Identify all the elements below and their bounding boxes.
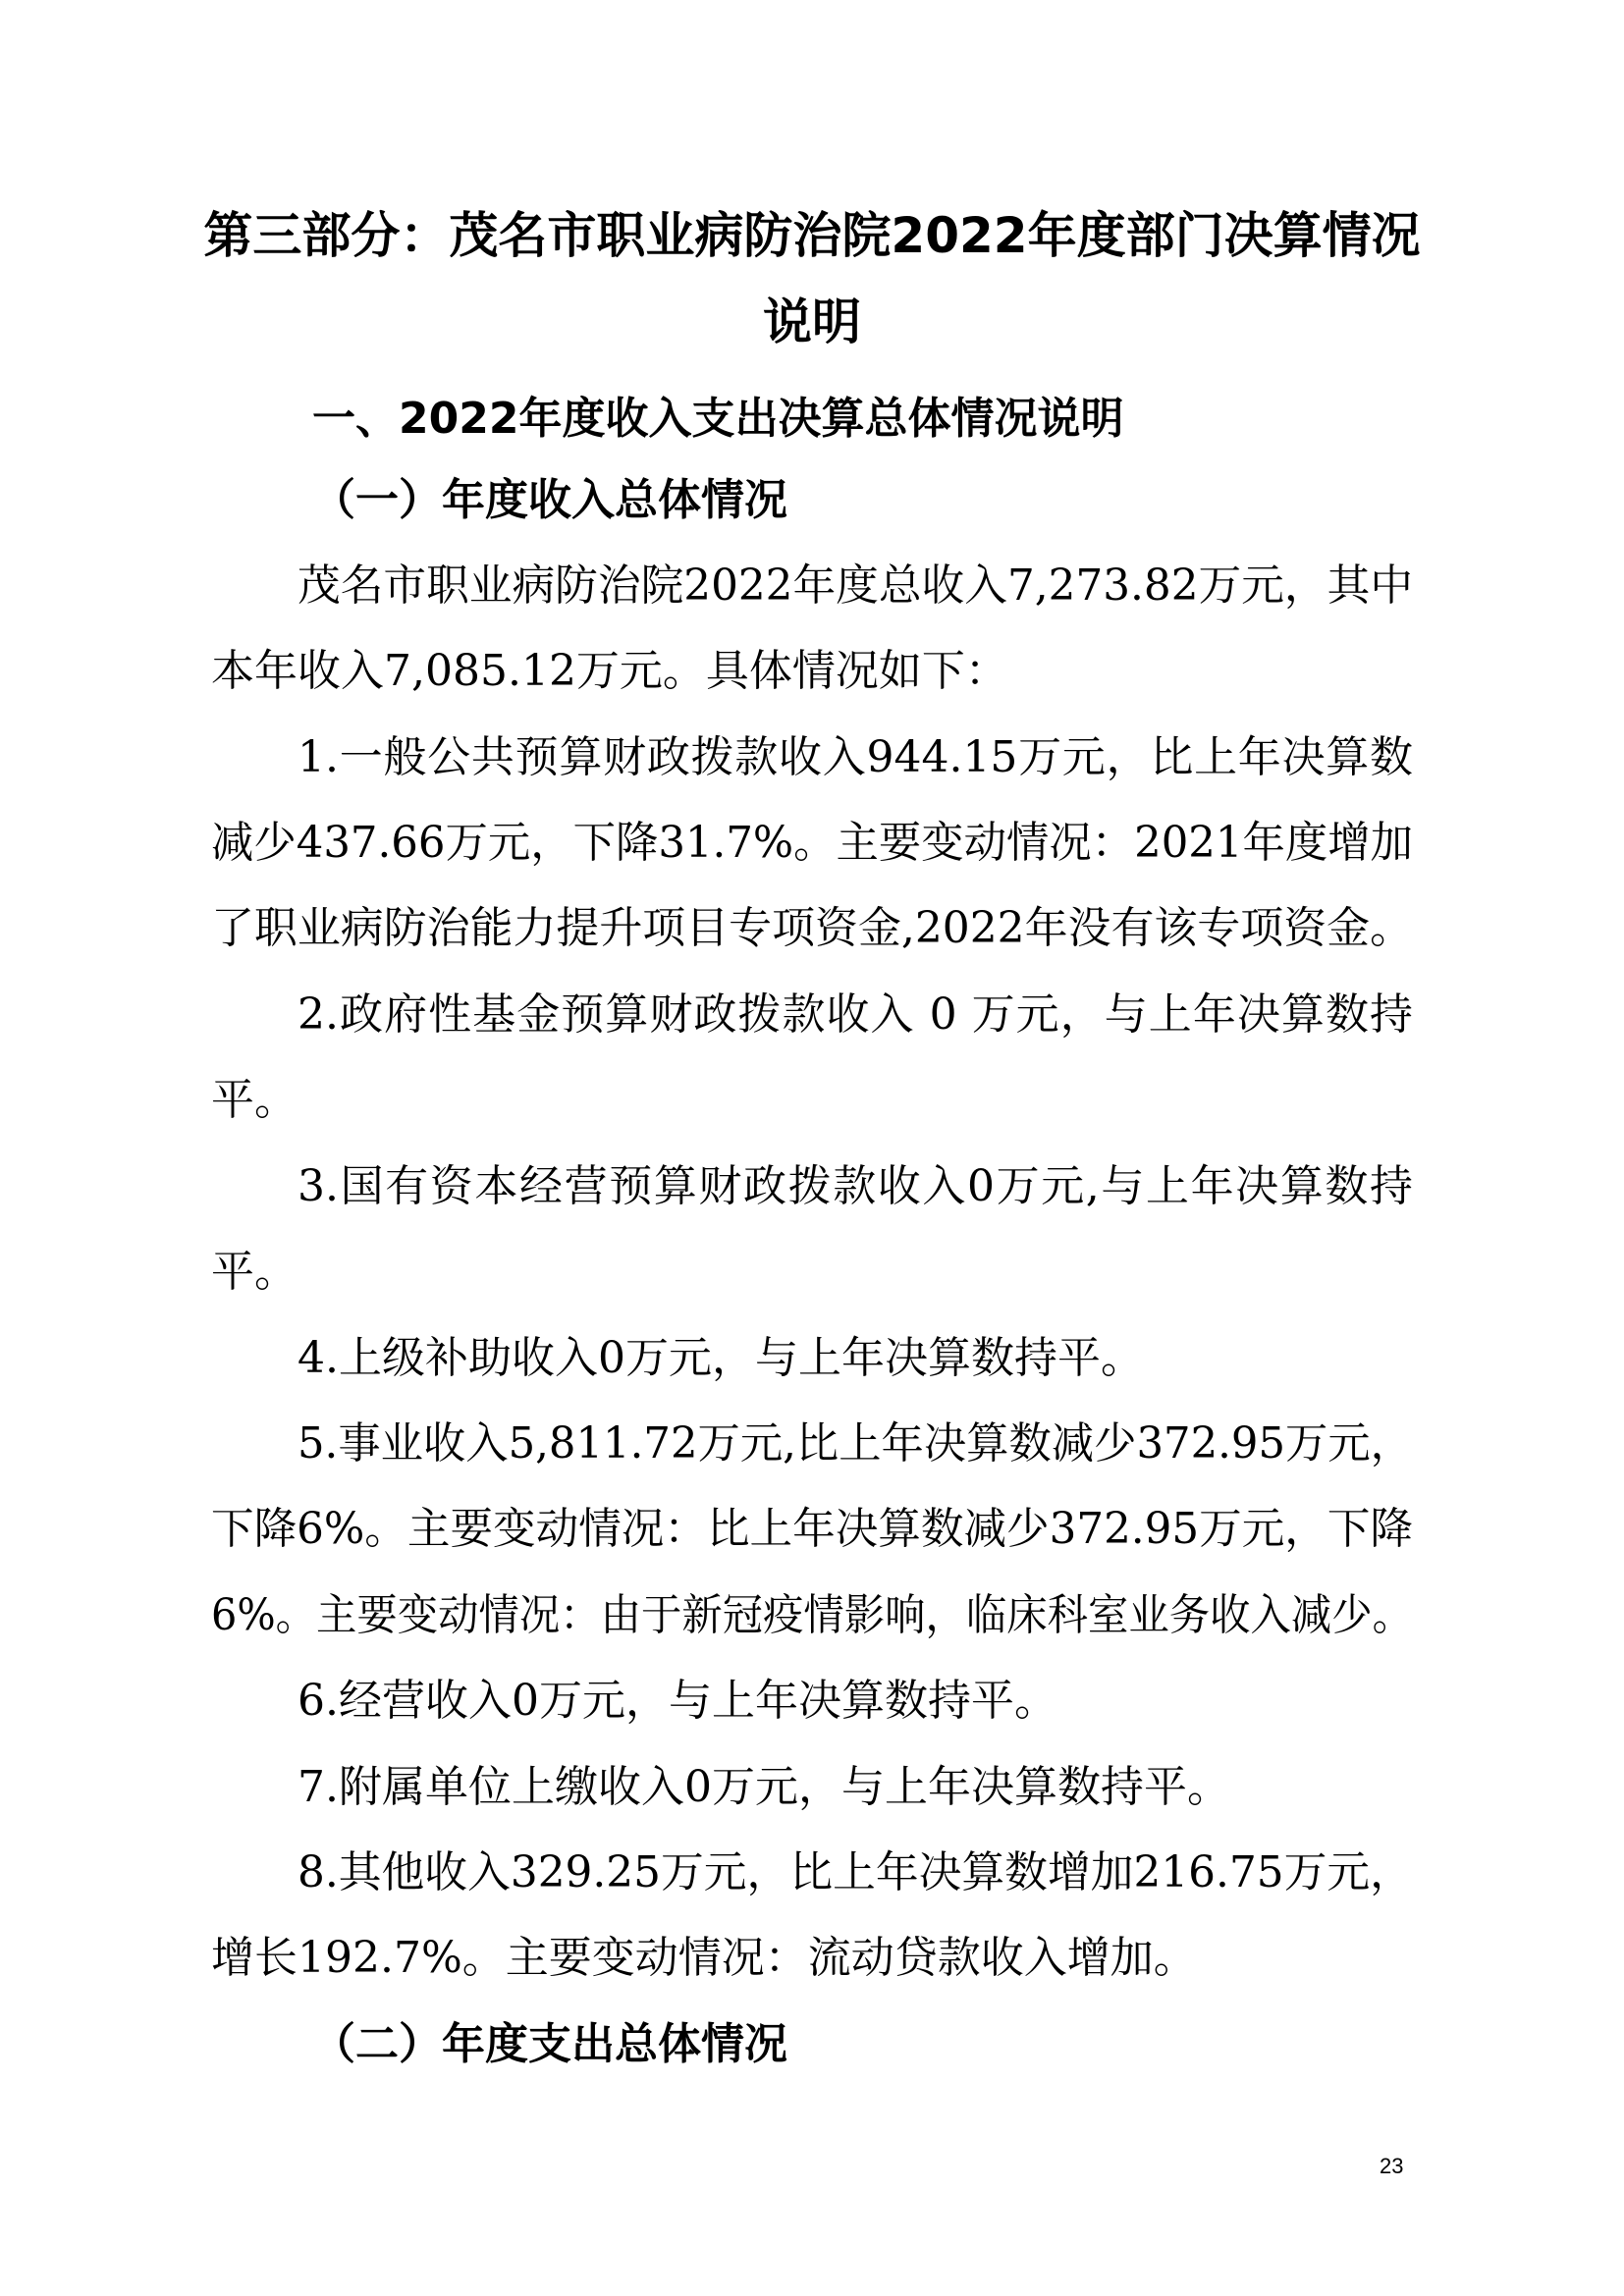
paragraph-intro-line-1: 茂名市职业病防治院2022年度总收入7,273.82万元，其中 <box>298 561 1414 611</box>
paragraph-intro-line-2: 本年收入7,085.12万元。具体情况如下： <box>211 646 1008 696</box>
paragraph-item8-line-2: 增长192.7%。主要变动情况：流动贷款收入增加。 <box>211 1933 1197 1983</box>
subsection-heading-expenditure: （二）年度支出总体情况 <box>312 2019 787 2069</box>
paragraph-item1-line-3: 了职业病防治能力提升项目专项资金,2022年没有该专项资金。 <box>211 903 1414 953</box>
paragraph-item1-line-2: 减少437.66万元，下降31.7%。主要变动情况：2021年度增加 <box>211 818 1413 868</box>
paragraph-item5-line-2: 下降6%。主要变动情况：比上年决算数减少372.95万元，下降 <box>211 1504 1414 1554</box>
paragraph-item1-line-1: 1.一般公共预算财政拨款收入944.15万元，比上年决算数 <box>298 732 1413 782</box>
paragraph-item5-line-1: 5.事业收入5,811.72万元,比上年决算数减少372.95万元， <box>298 1418 1413 1468</box>
page-title: 第三部分：茂名市职业病防治院2022年度部门决算情况 <box>203 207 1421 264</box>
page-number: 23 <box>1380 2154 1404 2178</box>
paragraph-item7-line-1: 7.附属单位上缴收入0万元，与上年决算数持平。 <box>298 1762 1230 1812</box>
section-heading: 一、2022年度收入支出决算总体情况说明 <box>312 394 1124 444</box>
subsection-heading-income: （一）年度收入总体情况 <box>312 475 787 525</box>
page-title-continued: 说明 <box>763 294 861 350</box>
paragraph-item6-line-1: 6.经营收入0万元，与上年决算数持平。 <box>298 1676 1057 1726</box>
paragraph-item3-line-2: 平。 <box>211 1247 298 1297</box>
paragraph-item2-line-2: 平。 <box>211 1075 298 1125</box>
paragraph-item8-line-1: 8.其他收入329.25万元，比上年决算数增加216.75万元， <box>298 1847 1413 1897</box>
paragraph-item4-line-1: 4.上级补助收入0万元，与上年决算数持平。 <box>298 1333 1144 1383</box>
paragraph-item2-line-1: 2.政府性基金预算财政拨款收入 0 万元，与上年决算数持 <box>298 989 1413 1040</box>
paragraph-item3-line-1: 3.国有资本经营预算财政拨款收入0万元,与上年决算数持 <box>298 1161 1413 1211</box>
paragraph-item5-line-3: 6%。主要变动情况：由于新冠疫情影响，临床科室业务收入减少。 <box>211 1590 1413 1640</box>
